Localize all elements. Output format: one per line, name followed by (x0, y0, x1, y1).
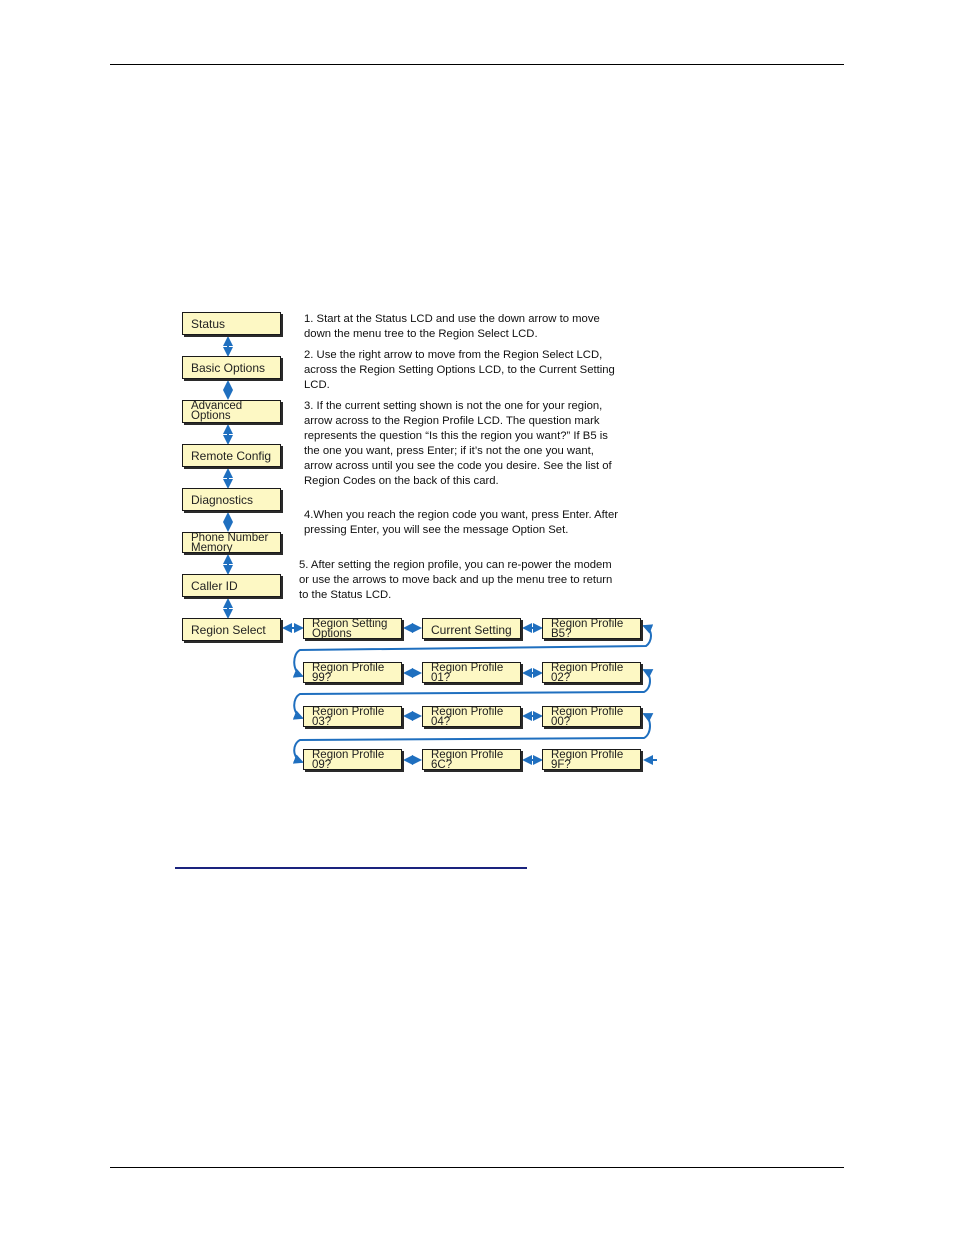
lcd-phone-line2: Memory (191, 541, 233, 553)
lcd-status (182, 312, 281, 335)
lcd-remote-config-label: Remote Config (191, 449, 272, 463)
lcd-03-line1: Region Profile (312, 706, 385, 718)
lcd-09-line2: 09? (312, 758, 332, 770)
lcd-00-line2: 00? (551, 715, 571, 727)
lcd-02-line2: 02? (551, 671, 571, 683)
lcd-advanced-options (182, 400, 281, 423)
lcd-region-profile-09 (303, 749, 402, 770)
lcd-basic-options-label: Basic Options (191, 361, 266, 375)
lcd-caller-id (182, 574, 281, 597)
lcd-9f-line2: 9F? (551, 758, 571, 770)
lcd-01-line1: Region Profile (431, 662, 504, 674)
lcd-region-select-label: Region Select (191, 623, 266, 637)
lcd-6c-line2: 6C? (431, 758, 453, 770)
lcd-region-setting-options (303, 618, 402, 639)
lcd-09-line1: Region Profile (312, 749, 385, 761)
lcd-region-profile-9f (542, 749, 641, 770)
lcd-advanced-line1: Advanced (191, 400, 243, 412)
lcd-03-line2: 03? (312, 715, 332, 727)
lcd-9f-line1: Region Profile (551, 749, 624, 761)
lcd-region-profile-b5 (542, 618, 641, 639)
lcd-04-line2: 04? (431, 715, 451, 727)
lcd-diagnostics (182, 488, 281, 511)
lcd-b5-line1: Region Profile (551, 618, 624, 630)
lcd-rso-line2: Options (312, 627, 352, 639)
lcd-99-line2: 99? (312, 671, 332, 683)
step-2: 2. Use the right arrow to move from the Region Select LCD, across the Region Setting Options LCD, to the Current Setting LCD. (304, 349, 615, 391)
lcd-advanced-line2: Options (191, 409, 231, 422)
lcd-01-line2: 01? (431, 671, 451, 683)
lcd-b5-line2: B5? (551, 627, 572, 639)
lcd-current-setting (422, 618, 521, 639)
lcd-basic-options (182, 356, 281, 379)
lcd-04-line1: Region Profile (431, 706, 504, 718)
lcd-region-profile-6c (422, 749, 521, 770)
lcd-phone-line1: Phone Number (191, 532, 269, 544)
step-1: 1. Start at the Status LCD and use the down arrow to move down the menu tree to the Region Select LCD. (304, 313, 600, 340)
lcd-phone-number-memory (182, 532, 281, 553)
lcd-current-setting-label: Current Setting (431, 623, 512, 637)
step-5: 5. After setting the region profile, you can re-power the modem or use the arrows to move back and up the menu tree to return to the Status LCD. (299, 559, 613, 601)
lcd-status-label: Status (191, 317, 226, 331)
lcd-02-line1: Region Profile (551, 662, 624, 674)
step-3: 3. If the current setting shown is not the one for your region, arrow across to the Region Profile LCD. The question mark represents the question “Is this the region you want?” If B5 is the one you want, press Enter; if it’s not the one you want, arrow across until you see the code you desire. See the list of Region Codes on the back of this card. (304, 400, 612, 487)
lcd-caller-id-label: Caller ID (191, 579, 238, 593)
lcd-region-select (182, 618, 281, 641)
lcd-99-line1: Region Profile (312, 662, 385, 674)
lcd-region-profile-02 (542, 662, 641, 683)
lcd-region-profile-99 (303, 662, 402, 683)
lcd-diagnostics-label: Diagnostics (191, 493, 254, 507)
lcd-6c-line1: Region Profile (431, 749, 504, 761)
lcd-region-profile-01 (422, 662, 521, 683)
lcd-region-profile-04 (422, 706, 521, 727)
lcd-rso-line1: Region Setting (312, 618, 388, 630)
step-4: 4.When you reach the region code you want, press Enter. After pressing Enter, you will see the message Option Set. (304, 509, 618, 536)
hyperlink-underline[interactable] (175, 867, 527, 869)
lcd-00-line1: Region Profile (551, 706, 624, 718)
lcd-remote-config (182, 444, 281, 467)
lcd-region-profile-03 (303, 706, 402, 727)
lcd-region-profile-00 (542, 706, 641, 727)
